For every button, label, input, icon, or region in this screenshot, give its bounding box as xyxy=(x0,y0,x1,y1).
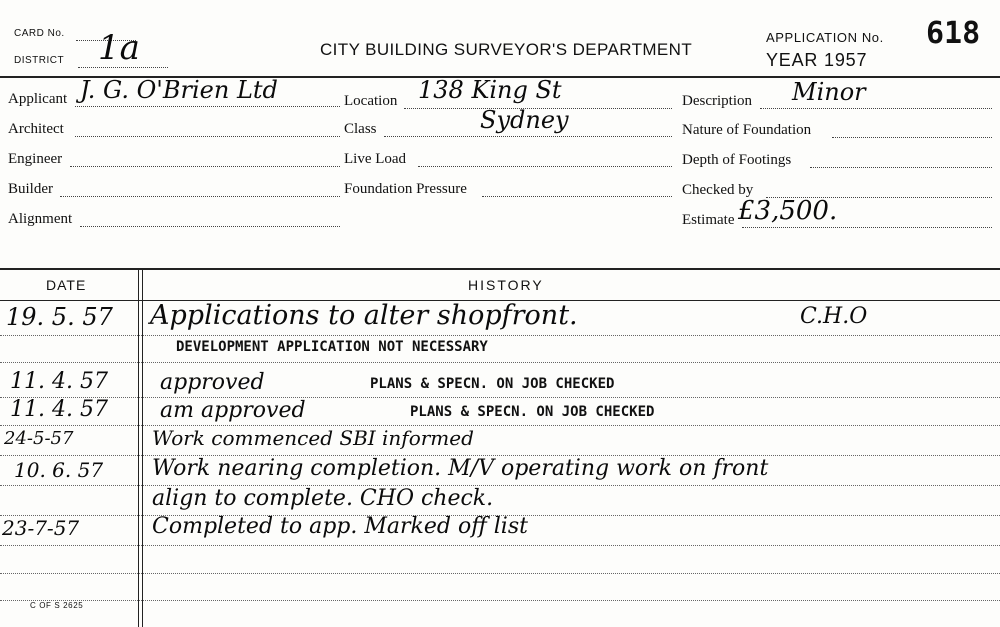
architect-label: Architect xyxy=(8,121,64,137)
alignment-label: Alignment xyxy=(8,211,73,227)
history-entry: Work nearing completion. M/V operating work on front xyxy=(152,456,769,481)
estimate-label: Estimate xyxy=(682,212,735,228)
history-entry: am approved xyxy=(160,398,306,423)
location-value-city: Sydney xyxy=(480,106,569,134)
engineer-line xyxy=(70,166,340,167)
depth-of-footings-label: Depth of Footings xyxy=(682,152,792,168)
year-label: YEAR 1957 xyxy=(766,50,868,70)
history-entry: Applications to alter shopfront. xyxy=(150,300,578,331)
row-rule xyxy=(0,485,1000,486)
builder-line xyxy=(60,196,340,197)
location-value-street: 138 King St xyxy=(418,76,562,104)
live-load-label: Live Load xyxy=(344,151,407,167)
card-no-label: CARD No. xyxy=(14,28,65,39)
row-rule xyxy=(0,362,1000,363)
description-label: Description xyxy=(682,93,752,109)
table-top-rule xyxy=(0,268,1000,270)
nature-of-foundation-label: Nature of Foundation xyxy=(682,122,812,138)
row-rule xyxy=(0,397,1000,398)
estimate-value: £3,500. xyxy=(738,196,838,226)
development-stamp: DEVELOPMENT APPLICATION NOT NECESSARY xyxy=(176,339,488,355)
depth-of-footings-line xyxy=(810,167,992,168)
history-column-header: HISTORY xyxy=(468,277,544,293)
foundation-pressure-line xyxy=(482,196,672,197)
description-value: Minor xyxy=(792,78,866,106)
history-date: 11. 4. 57 xyxy=(10,369,108,394)
history-date: 11. 4. 57 xyxy=(10,397,108,422)
row-rule xyxy=(0,573,1000,574)
district-value: 1a xyxy=(98,28,140,68)
foundation-pressure-label: Foundation Pressure xyxy=(344,181,467,197)
history-entry: approved xyxy=(160,370,265,395)
class-line xyxy=(384,136,672,137)
engineer-label: Engineer xyxy=(8,151,63,167)
checked-by-label: Checked by xyxy=(682,182,754,198)
row-rule xyxy=(0,425,1000,426)
applicant-line xyxy=(75,106,340,107)
history-date: 10. 6. 57 xyxy=(14,458,104,482)
estimate-line xyxy=(742,227,992,228)
class-label: Class xyxy=(344,121,377,137)
plans-checked-stamp: PLANS & SPECN. ON JOB CHECKED xyxy=(370,376,615,392)
department-title: CITY BUILDING SURVEYOR'S DEPARTMENT xyxy=(320,40,693,59)
row-rule xyxy=(0,600,1000,601)
applicant-value: J. G. O'Brien Ltd xyxy=(80,76,278,104)
live-load-line xyxy=(418,166,672,167)
history-entry-initials: C.H.O xyxy=(800,304,868,329)
architect-line xyxy=(75,136,340,137)
row-rule xyxy=(0,545,1000,546)
history-entry: Completed to app. Marked off list xyxy=(152,514,528,539)
plans-checked-stamp: PLANS & SPECN. ON JOB CHECKED xyxy=(410,404,655,420)
application-label: APPLICATION No. xyxy=(766,30,884,45)
description-line xyxy=(760,108,992,109)
builder-label: Builder xyxy=(8,181,53,197)
location-label: Location xyxy=(344,93,398,109)
date-column-header: DATE xyxy=(46,277,87,293)
history-entry: Work commenced SBI informed xyxy=(152,426,474,450)
district-label: DISTRICT xyxy=(14,55,65,66)
nature-of-foundation-line xyxy=(832,137,992,138)
applicant-label: Applicant xyxy=(8,91,68,107)
history-date: 23-7-57 xyxy=(2,516,80,540)
row-rule xyxy=(0,335,1000,336)
history-date: 19. 5. 57 xyxy=(6,303,113,331)
application-number: 618 xyxy=(926,16,981,51)
alignment-line xyxy=(80,226,340,227)
history-date: 24-5-57 xyxy=(4,428,74,449)
history-entry: align to complete. CHO check. xyxy=(152,486,494,511)
form-code: C OF S 2625 xyxy=(30,601,84,610)
